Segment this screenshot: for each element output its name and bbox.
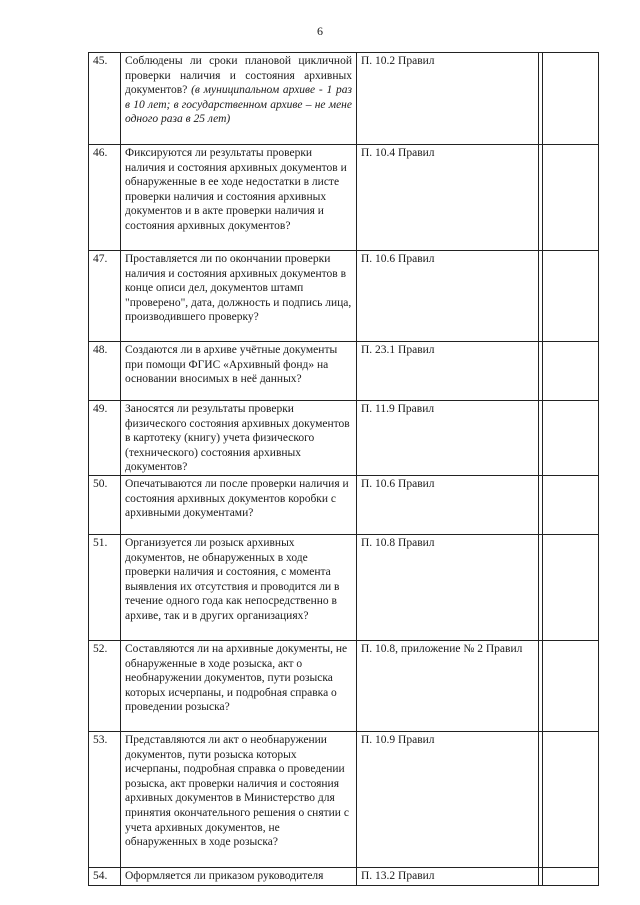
question-cell <box>121 53 357 145</box>
row-number: 53. <box>89 731 121 867</box>
row-number: 54. <box>89 867 121 885</box>
table-row <box>89 53 599 145</box>
reference-cell: П. 10.6 Правил <box>357 475 539 534</box>
question-cell: Фиксируются ли результаты проверки наличия и состояния архивных документов и обнаруженные в ее ходе недостатки в листе проверки наличия и состояния архивных документов и в акте проверки наличия и состояния архивных документов? <box>121 145 357 251</box>
question-cell: Проставляется ли по окончании проверки наличия и состояния архивных документов в конце описи дел, документов штамп "проверено", дата, должность и подпись лица, производившего проверку? <box>121 251 357 342</box>
reference-cell: П. 13.2 Правил <box>357 867 539 885</box>
table-row <box>89 731 599 867</box>
reference-cell: П. 10.8 Правил <box>357 534 539 640</box>
reference-cell: П. 10.9 Правил <box>357 731 539 867</box>
reference-cell: П. 23.1 Правил <box>357 342 539 401</box>
question-cell: Представляются ли акт о необнаружении документов, пути розыска которых исчерпаны, подробная справка о проведении розыска, акт проверки наличия и состояния архивных документов в Министерство для принятия окончательного решения о снятии с учета архивных документов, не обнаруженных в ходе розыска? <box>121 731 357 867</box>
reference-cell: П. 11.9 Правил <box>357 401 539 476</box>
question-text: Соблюдены ли сроки плановой цикличной проверки наличия и состояния архивных документов? <box>125 55 352 97</box>
page-number: 6 <box>317 24 323 38</box>
row-number: 48. <box>89 342 121 401</box>
table-row <box>89 251 599 342</box>
table-row <box>89 401 599 476</box>
row-number: 51. <box>89 534 121 640</box>
empty-cell <box>543 342 599 401</box>
empty-cell <box>543 401 599 476</box>
empty-cell <box>543 53 599 145</box>
question-cell: Заносятся ли результаты проверки физического состояния архивных документов в картотеку (книгу) учета физического (технического) состояния архивных документов? <box>121 401 357 476</box>
empty-cell <box>543 731 599 867</box>
row-number: 49. <box>89 401 121 476</box>
reference-cell: П. 10.8, приложение № 2 Правил <box>357 640 539 731</box>
empty-cell <box>543 867 599 885</box>
empty-cell <box>543 251 599 342</box>
table-row <box>89 475 599 534</box>
row-number: 47. <box>89 251 121 342</box>
question-cell: Создаются ли в архиве учётные документы при помощи ФГИС «Архивный фонд» на основании вносимых в неё данных? <box>121 342 357 401</box>
empty-cell <box>543 534 599 640</box>
row-number: 45. <box>89 53 121 145</box>
table-row <box>89 640 599 731</box>
reference-cell: П. 10.2 Правил <box>357 53 539 145</box>
reference-cell: П. 10.6 Правил <box>357 251 539 342</box>
table-row <box>89 867 599 885</box>
checklist-table <box>88 52 599 886</box>
row-number: 52. <box>89 640 121 731</box>
reference-cell: П. 10.4 Правил <box>357 145 539 251</box>
table-row <box>89 534 599 640</box>
table-row <box>89 342 599 401</box>
table-row <box>89 145 599 251</box>
empty-cell <box>543 475 599 534</box>
question-cell: Составляются ли на архивные документы, не обнаруженные в ходе розыска, акт о необнаружении документов, пути розыска которых исчерпаны, и подробная справка о проведении розыска? <box>121 640 357 731</box>
row-number: 46. <box>89 145 121 251</box>
question-cell: Оформляется ли приказом руководителя <box>121 867 357 885</box>
question-cell: Организуется ли розыск архивных документов, не обнаруженных в ходе проверки наличия и состояния, с момента выявления их отсутствия и проводится ли в течение одного года как непосредственно в архиве, так и в других организациях? <box>121 534 357 640</box>
empty-cell <box>543 145 599 251</box>
row-number: 50. <box>89 475 121 534</box>
question-note: (в муниципальном архиве - 1 раз в 10 лет; в государственном архиве – не мене одного раза в 25 лет) <box>125 84 352 126</box>
question-cell: Опечатываются ли после проверки наличия и состояния архивных документов коробки с архивными документами? <box>121 475 357 534</box>
empty-cell <box>543 640 599 731</box>
